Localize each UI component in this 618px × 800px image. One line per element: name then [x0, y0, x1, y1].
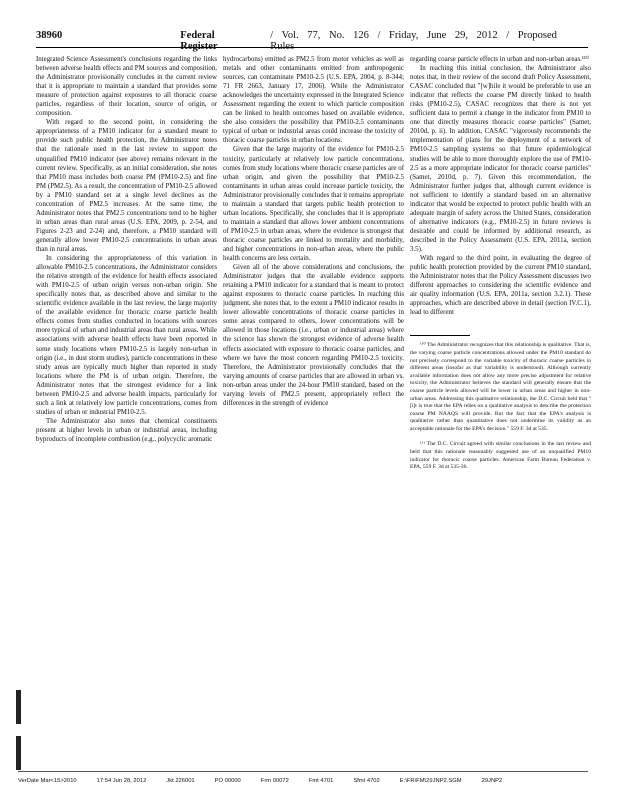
paragraph: regarding coarse particle effects in urban and non-urban areas.¹¹⁰: [410, 56, 589, 63]
column-left: [36, 55, 217, 747]
column-right: [410, 55, 591, 747]
paragraph: In considering the appropriateness of this variation in allowable PM10-2.5 concentrations, the Administrator considers the relative strength of the evidence for health effects associated with PM10-2.5 of urban origin versus non-urban origin. She specifically notes that, as described above and similar to the scientific evidence available in the last review, the large majority of the available evidence for thoracic coarse particle health effects comes from studies conducted in locations with sources more typical of urban and industrial areas than rural areas. While associations with adverse health effects have been reported in some study locations where PM10-2.5 is largely non-urban in origin (i.e., in dust storm studies), particle concentrations in these study areas are typically much higher than reported in study locations where the PM is of urban origin. Therefore, the Administrator notes that the strongest evidence for a link between PM10-2.5 and adverse health impacts, particularly for such a link at relatively low particle concentrations, comes from studies of urban or industrial PM10-2.5.: [36, 255, 217, 416]
paragraph: The Administrator also notes that chemical constituents present at higher levels in urban or industrial areas, including byproducts of incomplete combustion (e.g., polycyclic aromatic: [36, 417, 217, 443]
footer-file: 29JNP2: [481, 778, 503, 784]
paragraph: Given all of the above considerations and conclusions, the Administrator judges that the available evidence supports retaining a PM10 indicator for a standard that is meant to protect against exposures to thoracic coarse particles. In reaching this judgment, she notes that, to the extent a PM10 indicator results in lower allowable concentrations of thoracic coarse particles in some areas compared to others, lower concentrations will be allowed in those locations (i.e., urban or industrial areas) where the science has shown the strongest evidence of adverse health effects associated with exposure to thoracic coarse particles, and where we have the most concern regarding PM10-2.5 toxicity. Therefore, the Administrator provisionally concludes that the varying amounts of coarse particles that are allowed in urban vs. non-urban areas under the 24-hour PM10 standard, based on the varying levels of PM2.5 present, appropriately reflect the differences in the strength of evidence: [223, 264, 404, 407]
page-number: 38960: [36, 30, 63, 41]
page-footer: [18, 771, 588, 787]
footnotes: [410, 342, 591, 472]
footer-path: E:\FR\FM\29JNP2.SGM: [399, 778, 462, 784]
paragraph: In reaching this initial conclusion, the Administrator also notes that, in their review of the second draft Policy Assessment, CASAC concluded that "[w]hile it would be preferable to use an indicator that reflects the coarse PM directly linked to health risks (PM10-2.5), CASAC recognizes that there is not yet sufficient data to permit a change in the indicator from PM10 to one that directly measures thoracic coarse particles" (Samet, 2010d, p. ii). In addition, CASAC "vigorously recommends the implementation of plans for the deployment of a network of PM10-2.5 sampling systems so that future epidemiological studies will be able to more thoroughly explore the use of PM10-2.5 as a more appropriate indicator for thoracic coarse particles" (Samet, 2010d, p. 7). Given this recommendation, the Administrator further judges that, although current evidence is not sufficient to identify a standard based on an alternative indicator that would be expected to protect public health with an adequate margin of safety across the United States, consideration of alternative indicators (e.g., PM10-2.5) in future reviews is desirable and could be informed by additional research, as described in the Policy Assessment (U.S. EPA, 2011a, section 3.5).: [410, 65, 591, 253]
publication-title: Federal Register: [180, 30, 218, 52]
footnote-rule: [410, 335, 470, 336]
margin-mark: [16, 690, 21, 724]
footer-verdate: VerDate Mar<15>2010: [18, 778, 77, 784]
footer-po: PO 00000: [214, 778, 241, 784]
paragraph: With regard to the third point, in evaluating the degree of public health protection provided by the current PM10 standard, the Administrator notes that the Policy Assessment discusses two different approaches to considering the scientific evidence and air quality information (U.S. EPA, 2011a, section 3.2.1). These approaches, which are described above in detail (section IV.C.1), lead to different: [410, 255, 591, 317]
paragraph: Integrated Science Assessment's conclusions regarding the links between adverse health effects and PM sources and composition, the Administrator provisionally concludes in the current review that it is appropriate to maintain a standard that provides some measure of protection against exposures to all thoracic coarse particles, regardless of their location, source of origin, or composition.: [36, 56, 217, 118]
footer-jkt: Jkt 226001: [166, 778, 195, 784]
column-middle: [223, 55, 404, 747]
footnote: ¹¹¹ The D.C. Circuit agreed with similar conclusions in the last review and held that this rationale reasonably suggested use of an unqualified PM10 indicator for thoracic coarse particles. American Farm Bureau Federation v. EPA, 559 F. 3d at 535-36.: [410, 441, 591, 471]
footer-sfmt: Sfmt 4702: [353, 778, 380, 784]
paragraph: hydrocarbons) emitted as PM2.5 from motor vehicles as well as metals and other contaminants emitted from anthropogenic sources, can contaminate PM10-2.5 (U.S. EPA, 2004, p. 8-344; 71 FR 2663, January 17, 2006). While the Administrator acknowledges the uncertainty expressed in the Integrated Science Assessment regarding the extent to which particle composition can be linked to health outcomes based on available evidence, she also considers the possibility that PM10-2.5 contaminants typical of urban or industrial areas could increase the toxicity of thoracic coarse particles in urban locations.: [223, 56, 404, 145]
paragraph: Given that the large majority of the evidence for PM10-2.5 toxicity, particularly at relatively low particle concentrations, comes from study locations where thoracic coarse particles are of urban origin, and given the possibility that PM10-2.5 contaminants in urban areas could increase particle toxicity, the Administrator provisionally concludes that it remains appropriate to maintain a standard that targets public health protection to urban locations. Specifically, she concludes that it is appropriate to maintain a standard that allows lower ambient concentrations of PM10-2.5 in urban areas, where the evidence is strongest that thoracic coarse particles are linked to mortality and morbidity, and higher concentrations in non-urban areas, where the public health concerns are less certain.: [223, 146, 404, 263]
footer-frm: Frm 00072: [260, 778, 289, 784]
page-header: [36, 30, 588, 52]
margin-mark: [16, 736, 21, 770]
footnote: ¹¹⁰ The Administrator recognizes that this relationship is qualitative. That is, the varying coarse particle concentrations allowed under the PM10 standard do not precisely correspond to the variable toxicity of thoracic coarse particles in different areas (insofar as that variability is understood). Although currently available information does not allow any more precise adjustment for relative toxicity, the Administrator believes the standard will generally ensure that the coarse particle levels allowed will be lower in urban areas and higher in non-urban areas. Addressing this qualitative relationship, the D.C. Circuit held that "[i]t is true that the EPA relies on a qualitative analysis to describe the protection coarse PM NAAQS will provide. But the fact that the EPA's analysis is qualitative rather than quantitative does not undermine its validity as an acceptable rationale for the EPA's decision." 559 F. 3d at 535.: [410, 342, 591, 432]
footer-fmt: Fmt 4701: [308, 778, 334, 784]
header-rule: [36, 47, 588, 48]
issue-details: / Vol. 77, No. 126 / Friday, June 29, 2012 / Proposed Rules: [270, 30, 557, 52]
paragraph: With regard to the second point, in considering the appropriateness of a PM10 indicator for a standard meant to provide such public health protection, the Administrator notes that the rationale used in the last review to support the unqualified PM10 indicator (see above) remains relevant in the current review. Specifically, as an initial consideration, she notes that PM10 mass includes both coarse PM (PM10-2.5) and fine PM (PM2.5). As a result, the concentration of PM10-2.5 allowed by a PM10 standard set at a single level declines as the concentration of PM2.5 increases. At the same time, the Administrator notes that PM2.5 concentrations tend to be higher in urban areas than rural areas (U.S. EPA, 2009, p. 2-54, and Figures 2-23 and 2-24) and, therefore, a PM10 standard will generally allow lower PM10-2.5 concentrations in urban areas than in rural areas.: [36, 119, 217, 253]
footer-time: 17:54 Jun 28, 2012: [96, 778, 147, 784]
